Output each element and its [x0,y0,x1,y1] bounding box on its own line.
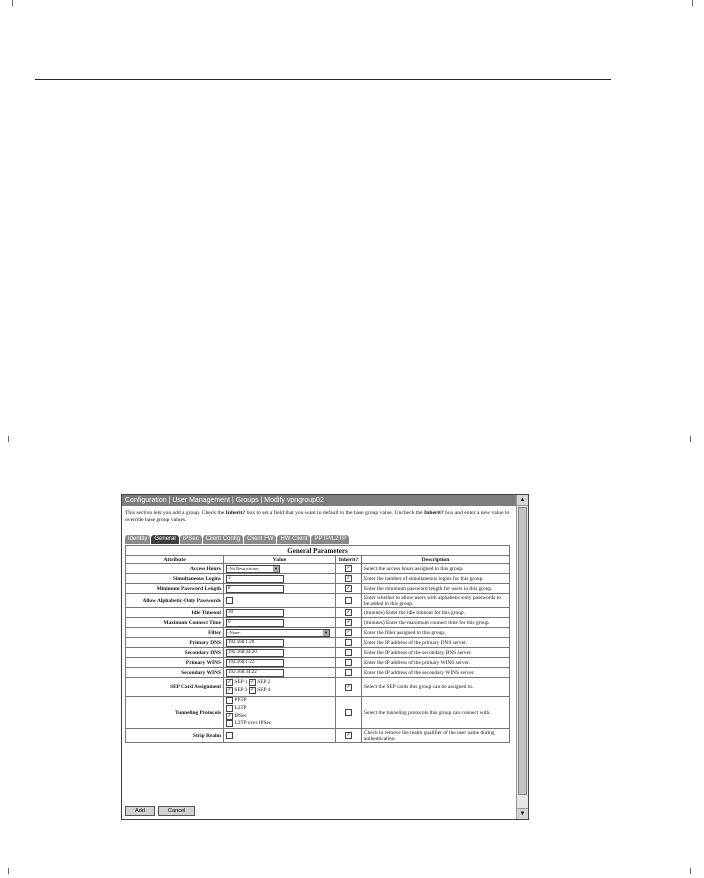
column-header: Attribute [126,556,224,564]
attribute-label: Maximum Connect Time [126,618,224,628]
crop-mark [690,868,691,874]
description: Select the tunneling protocols this group can connect with. [362,697,510,729]
description: Check to remove the realm qualifier of the user name during authentication. [362,729,510,743]
secondary-dns-input[interactable]: 192.168.34.20 [226,649,284,657]
description: Enter the IP address of the primary WINS server. [362,658,510,668]
intro-text: This section lets you add a group. Check the Inherit? box to set a field that you want to default to the base group value. Uncheck the Inherit? box and enter a new value to override base group values. [125,510,510,523]
table-row [126,608,510,618]
protocol-option [226,713,333,721]
select-value: -No Restrictions- [228,565,260,571]
protocol-option [226,705,333,713]
option-label: SEP 2 [257,679,271,686]
table-row [126,668,510,678]
max-connect-time-input[interactable]: 0 [226,619,284,627]
inherit-checkbox[interactable]: ✓ [346,576,351,581]
vertical-scrollbar[interactable] [516,495,528,819]
scroll-up-arrow-icon[interactable]: ▲ [517,495,528,506]
table-row [126,697,510,729]
inherit-checkbox[interactable] [345,659,352,666]
option-label: L2TP over IPSec [234,720,272,727]
filter-select[interactable] [226,629,330,637]
sep-3-checkbox[interactable]: ✓ [227,688,232,693]
option-label: SEP 3 [234,687,248,693]
option-label: L2TP [234,704,247,711]
tab-client-fw[interactable]: Client FW [244,535,276,544]
column-header: Description [362,556,510,564]
primary-dns-input[interactable]: 192.168.1.20 [226,639,284,647]
attribute-label: Secondary DNS [126,648,224,658]
sep-option-row [226,687,333,695]
table-row [126,658,510,668]
description: (minutes) Enter the maximum connect time for this group. [362,618,510,628]
table-row [126,678,510,697]
table-row [126,574,510,584]
description: Enter the filter assigned to this group. [362,628,510,638]
attribute-label: Minimum Password Length [126,584,224,594]
table-row [126,618,510,628]
access-hours-select[interactable] [226,565,280,573]
form-buttons [125,806,195,816]
description: Enter whether to allow users with alphabetic-only passwords to be added to this group. [362,594,510,608]
allow-alpha-only-checkbox[interactable] [226,597,233,604]
attribute-label: Primary DNS [126,638,224,648]
tab-identity[interactable]: Identity [125,535,150,544]
chevron-down-icon: ▼ [324,629,328,635]
sep-1-checkbox[interactable]: ✓ [227,680,232,686]
table-row [126,584,510,594]
l2tp-over-ipsec-checkbox[interactable] [226,720,233,727]
attribute-label: Simultaneous Logins [126,574,224,584]
inherit-checkbox[interactable]: ✓ [346,620,351,625]
strip-realm-checkbox[interactable] [226,732,233,739]
attribute-label: Idle Timeout [126,608,224,618]
inherit-checkbox[interactable] [345,709,352,716]
add-button[interactable]: Add [125,806,155,816]
crop-mark [12,0,13,6]
browser-screenshot [121,494,529,820]
ipsec-checkbox[interactable]: ✓ [227,713,232,719]
column-header: Value [224,556,336,564]
sep-option-row [226,679,333,687]
description: Enter the number of simultaneous logins for this group. [362,574,510,584]
inherit-checkbox[interactable] [345,669,352,676]
description: Enter the IP address of the secondary WINS server. [362,668,510,678]
l2tp-checkbox[interactable] [226,705,233,712]
crop-mark [8,868,9,874]
tab-pptp-l2tp[interactable]: PPTP/L2TP [311,535,349,544]
attribute-label: Tunneling Protocols [126,697,224,729]
description: Enter the IP address of the primary DNS server. [362,638,510,648]
scroll-down-arrow-icon[interactable]: ▼ [517,808,528,819]
tab-general[interactable]: General [151,535,178,544]
attribute-label: SEP Card Assignment [126,678,224,697]
column-header: Inherit? [336,556,362,564]
inherit-checkbox[interactable] [345,649,352,656]
inherit-checkbox[interactable]: ✓ [346,586,351,591]
tab-bar [125,535,349,544]
idle-timeout-input[interactable]: 30 [226,609,284,617]
select-value: -None- [228,629,241,635]
pptp-checkbox[interactable] [226,697,233,704]
description: Select the access hours assigned to this group. [362,564,510,574]
crop-mark [8,436,9,442]
inherit-checkbox[interactable]: ✓ [346,566,351,571]
primary-wins-input[interactable]: 192.168.1.22 [226,659,284,667]
sep-4-checkbox[interactable]: ✓ [250,688,255,693]
sep-2-checkbox[interactable]: ✓ [250,680,255,686]
description: Enter the IP address of the secondary DNS server. [362,648,510,658]
description: Select the SEP cards this group can be assigned to. [362,678,510,697]
scroll-thumb[interactable] [518,507,527,795]
table-row [126,564,510,574]
header-rule [35,79,611,80]
inherit-checkbox[interactable]: ✓ [346,733,351,738]
crop-mark [690,436,691,442]
table-row [126,628,510,638]
secondary-wins-input[interactable]: 192.168.34.22 [226,669,284,677]
description: (minutes) Enter the idle timeout for this group. [362,608,510,618]
general-parameters-table [125,545,510,743]
option-label: PPTP [234,697,247,704]
table-row [126,729,510,743]
cancel-button[interactable]: Cancel [158,806,195,816]
attribute-label: Secondary WINS [126,668,224,678]
table-row [126,638,510,648]
section-title: General Parameters [126,546,510,556]
window-title: Configuration | User Management | Groups | Modify vpngroup02 [122,495,516,506]
attribute-label: Strip Realm [126,729,224,743]
tab-hw-client[interactable]: HW Client [277,535,310,544]
attribute-label: Primary WINS [126,658,224,668]
protocol-option [226,720,333,728]
description: Enter the minimum password length for users in this group. [362,584,510,594]
option-label: SEP 1 [234,679,248,686]
protocol-option [226,697,333,705]
simultaneous-logins-input[interactable]: 3 [226,575,284,583]
chevron-down-icon: ▼ [274,565,278,571]
attribute-label: Filter [126,628,224,638]
inherit-checkbox[interactable]: ✓ [346,630,351,635]
min-password-length-input[interactable]: 8 [226,585,284,593]
attribute-label: Allow Alphabetic-Only Passwords [126,594,224,608]
table-row [126,594,510,608]
crop-mark [692,0,693,6]
tab-ipsec[interactable]: IPSec [180,535,202,544]
table-row [126,648,510,658]
attribute-label: Access Hours [126,564,224,574]
option-label: SEP 4 [257,687,271,693]
inherit-checkbox[interactable]: ✓ [346,610,351,615]
option-label: IPSec [234,712,247,719]
inherit-checkbox[interactable] [345,597,352,604]
tab-client-config[interactable]: Client Config [203,535,243,544]
inherit-checkbox[interactable]: ✓ [346,684,351,690]
inherit-checkbox[interactable] [345,639,352,646]
